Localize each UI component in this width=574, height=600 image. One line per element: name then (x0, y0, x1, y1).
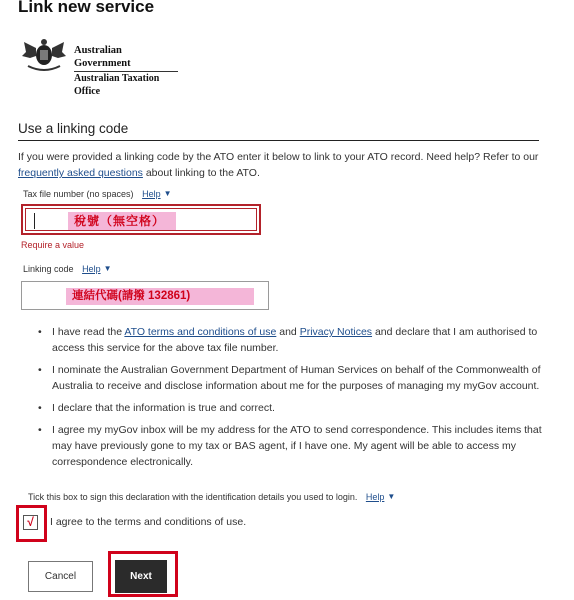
declaration-list (38, 324, 557, 476)
section-divider (18, 140, 539, 141)
cancel-button[interactable]: Cancel (28, 561, 93, 592)
section-title: Use a linking code (18, 121, 129, 136)
list-item: • I nominate the Australian Government Department of Human Services on behalf of the Commonwealth of Australia to receive and disclose information about me for the purposes of managing my myGov account. (52, 362, 557, 394)
terms-link[interactable]: ATO terms and conditions of use (124, 326, 277, 338)
page-title: Link new service (18, 0, 155, 16)
chevron-down-icon[interactable]: ▼ (387, 492, 396, 501)
linking-code-help-link[interactable]: Help (82, 264, 101, 274)
tfn-annotation: 稅號（無空格） (68, 212, 176, 230)
agree-checkbox[interactable]: √ (23, 515, 38, 530)
text-caret (34, 213, 35, 229)
coat-of-arms-icon (18, 36, 70, 76)
agree-label: I agree to the terms and conditions of use. (50, 516, 247, 528)
faq-link[interactable]: frequently asked questions (18, 167, 143, 179)
list-item: • I agree my myGov inbox will be my address for the ATO to send correspondence. This includes items that may have previously gone to my tax or BAS agent, if I have one. My agent will be able to access my correspondence electronically. (52, 422, 557, 470)
list-item: • I have read the ATO terms and conditions of use and Privacy Notices and declare that I am authorised to access this service for the above tax file number. (52, 324, 557, 356)
tfn-help-link[interactable]: Help (142, 189, 161, 199)
tfn-input[interactable] (21, 204, 261, 235)
chevron-down-icon[interactable]: ▼ (163, 189, 172, 198)
list-item: • I declare that the information is true and correct. (52, 400, 557, 416)
chevron-down-icon[interactable]: ▼ (103, 264, 112, 273)
tick-instruction: Tick this box to sign this declaration with the identification details you used to login. Help ▼ (28, 492, 396, 502)
next-button[interactable]: Next (115, 560, 167, 593)
linking-code-label: Linking code Help ▼ (23, 264, 112, 274)
consent-help-link[interactable]: Help (365, 492, 385, 502)
ato-logo (18, 36, 178, 97)
tfn-label: Tax file number (no spaces) Help ▼ (23, 189, 172, 199)
intro-text: If you were provided a linking code by the ATO enter it below to link to your ATO record. Need help? Refer to our frequently asked questions about linking to the ATO. (18, 151, 539, 179)
privacy-link[interactable]: Privacy Notices (299, 326, 373, 338)
logo-ato: Australian Taxation Office (74, 73, 160, 97)
tfn-error: Require a value (21, 240, 85, 250)
linking-code-input[interactable] (21, 281, 269, 310)
logo-government: Australian Government (74, 44, 178, 72)
linking-code-annotation: 連結代碼(請撥 132861) (66, 288, 254, 305)
